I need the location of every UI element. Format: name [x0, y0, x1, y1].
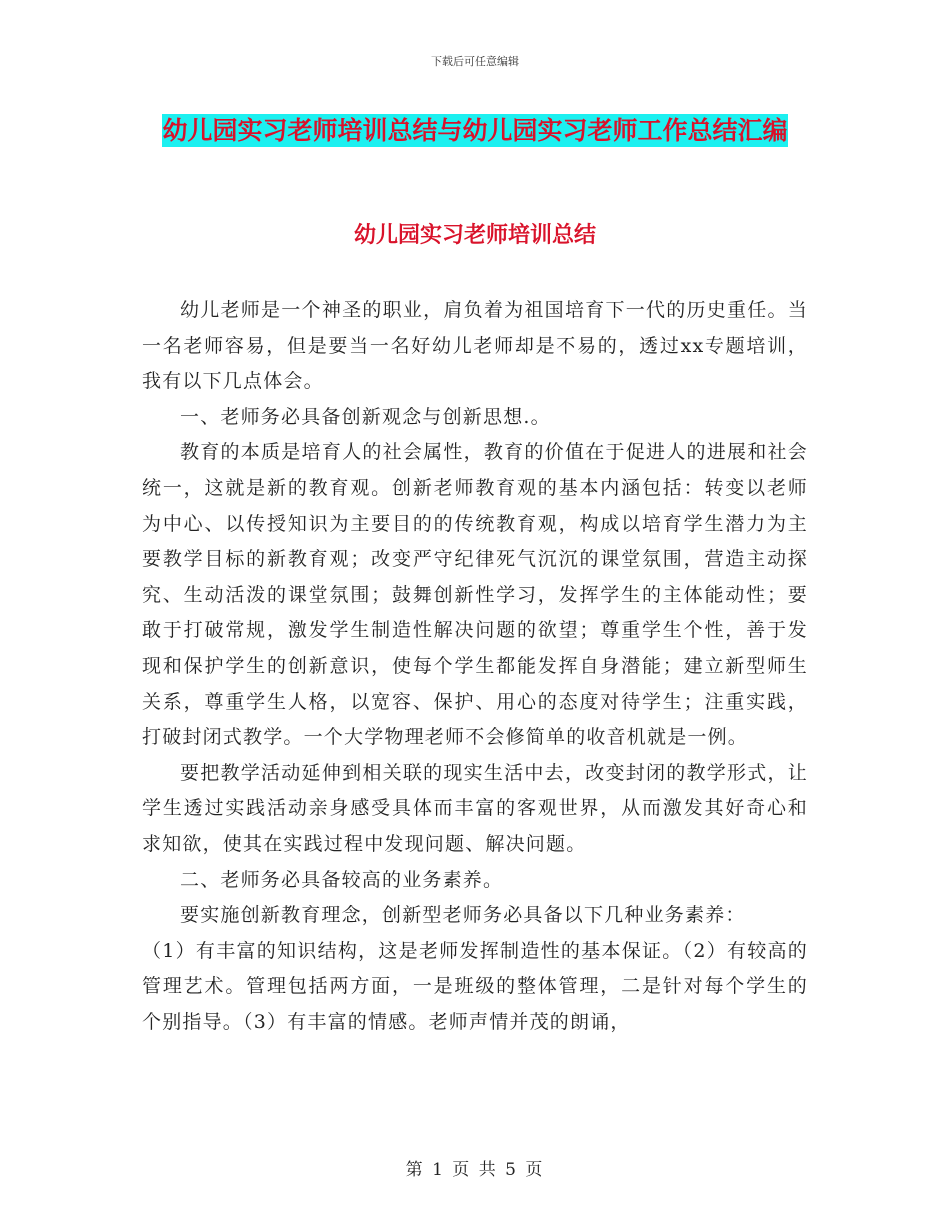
- document-title-text: 幼儿园实习老师培训总结与幼儿园实习老师工作总结汇编: [162, 116, 788, 145]
- page-footer: 第 1 页 共 5 页: [405, 1160, 545, 1180]
- paragraph: 要把教学活动延伸到相关联的现实生活中去，改变封闭的教学形式，让学生透过实践活动亲身感受具体而丰富的客观世界，从而激发其好奇心和求知欲，使其在实践过程中发现问题、解决问题。: [142, 761, 808, 855]
- document-title: [140, 110, 810, 152]
- paragraph: 一、老师务必具备创新观念与创新思想.。: [180, 405, 551, 428]
- paragraph: 幼儿老师是一个神圣的职业，肩负着为祖国培育下一代的历史重任。当一名老师容易，但是要当一名好幼儿老师却是不易的，透过xx专题培训，我有以下几点体会。: [142, 299, 808, 393]
- paragraph: 教育的本质是培育人的社会属性，教育的价值在于促进人的进展和社会统一，这就是新的教育观。创新老师教育观的基本内涵包括：转变以老师为中心、以传授知识为主要目的的传统教育观，构成以培育学生潜力为主要教学目标的新教育观；改变严守纪律死气沉沉的课堂氛围，营造主动探究、生动活泼的课堂氛围；鼓舞创新性学习，发挥学生的主体能动性；要敢于打破常规，激发学生制造性解决问题的欲望；尊重学生个性，善于发现和保护学生的创新意识，使每个学生都能发挥自身潜能；建立新型师生关系，尊重学生人格，以宽容、保护、用心的态度对待学生；注重实践，打破封闭式教学。一个大学物理老师不会修简单的收音机就是一例。: [142, 441, 808, 749]
- paragraph: 要实施创新教育理念，创新型老师务必具备以下几种业务素养：: [180, 904, 746, 927]
- document-body: [142, 293, 808, 1040]
- header-note: 下载后可任意编辑: [431, 55, 519, 68]
- section-title: 幼儿园实习老师培训总结: [353, 222, 596, 248]
- paragraph: （1）有丰富的知识结构，这是老师发挥制造性的基本保证。（2）有较高的管理艺术。管理包括两方面，一是班级的整体管理，二是针对每个学生的个别指导。（3）有丰富的情感。老师声情并茂的朗诵，: [142, 939, 808, 1033]
- paragraph: 二、老师务必具备较高的业务素养。: [180, 868, 504, 891]
